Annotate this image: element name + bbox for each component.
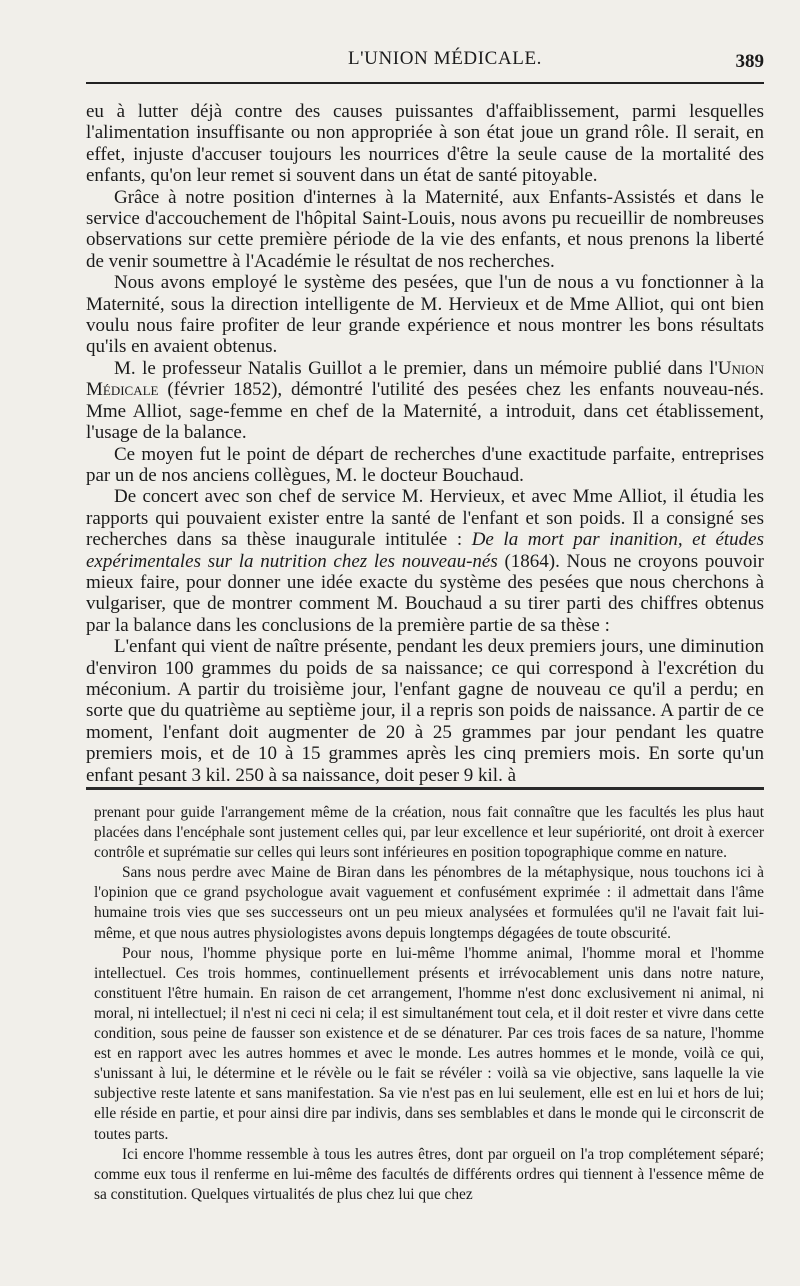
- footnote-paragraph: prenant pour guide l'arrangement même de la création, nous fait connaître que les facultés les plus haut placées dans l'encéphale sont justement celles qui, par leur excellence et leur supériorité, ont droit à exercer contrôle et suprématie sur celles qui leurs sont inférieures en position topographique comme en nature.: [94, 804, 764, 862]
- thesis-title: De la mort par inanition, et études expérimentales sur la nutrition chez les nouveau-nés: [86, 529, 764, 572]
- footnote-paragraph: Ici encore l'homme ressemble à tous les autres êtres, dont par orgueil on l'a trop complétement séparé; comme eux tous il renferme en lui-même des facultés de différents ordres qui tiennent à l'essence même de sa constitution. Quelques virtualités de plus chez lui que chez: [94, 1145, 764, 1203]
- text-run: De concert avec son chef de service M. Hervieux, et avec Mme Alliot, il étudia les rapports qui pouvaient exister entre la santé de l'enfant et son poids. Il a consigné ses recherches dans sa thèse inaugurale intitulée :: [86, 486, 764, 551]
- journal-name: Union Médicale: [86, 357, 764, 401]
- paragraph: Nous avons employé le système des pesées, que l'un de nous a vu fonctionner à la Maternité, sous la direction intelligente de M. Hervieux et de Mme Alliot, qui ont bien voulu nous faire profiter de leur grande expérience et nous montrer les bons résultats qu'ils en avaient obtenus.: [86, 272, 764, 358]
- paragraph: [86, 486, 764, 636]
- footnote-rule: [86, 787, 764, 790]
- footnote-paragraph: Pour nous, l'homme physique porte en lui-même l'homme animal, l'homme moral et l'homme intellectuel. Ces trois hommes, continuellement présents et irrévocablement unis dans notre nature, constituent l'être humain. En raison de cet arrangement, l'homme n'est donc exclusivement ni animal, ni moral, ni intellectuel; il n'est ni ceci ni cela; il est simultanément tout cela, et il doit rester et vivre dans cette condition, sous peine de fausser son existence et de se dénaturer. Par ces trois faces de sa nature, l'homme est en rapport avec les autres hommes et avec le monde. Les autres hommes et le monde, voilà ce qui, s'unissant à lui, le détermine et le révèle ou le fait se révéler : voilà sa vie objective, sans laquelle la vie subjective reste latente et sans manifestation. Sa vie n'est pas en lui seulement, elle est en lui et hors de lui; elle réside en partie, et pour ainsi dire par indivis, dans ses semblables et dans le monde qui le circonscrit de toutes parts.: [94, 944, 764, 1143]
- footnote-paragraph: Sans nous perdre avec Maine de Biran dans les pénombres de la métaphysique, nous touchons ici à l'opinion que ce grand psychologue avait vaguement et confusément exprimée : il admettait dans l'âme humaine trois vies que ses successeurs ont un peu mieux analysées et formulées qu'il ne l'avait fait lui-même, et que nous autres physiologistes avons depuis longtemps dégagées de toute obscurité.: [94, 864, 764, 942]
- running-title: L'UNION MÉDICALE.: [347, 48, 543, 69]
- text-run: (1864). Nous ne croyons pouvoir mieux faire, pour donner une idée exacte du système des pesées que nous cherchons à vulgariser, que de montrer comment M. Bouchaud a su tirer parti des chiffres obtenus par la balance dans les conclusions de la première partie de sa thèse :: [86, 550, 764, 636]
- header-rule: [86, 82, 764, 84]
- page-header: [86, 0, 764, 78]
- footnotes: [94, 803, 764, 1205]
- text-run: M. le professeur Natalis Guillot a le premier, dans un mémoire publié dans l': [114, 357, 718, 379]
- main-text: [86, 101, 764, 786]
- paragraph: Grâce à notre position d'internes à la Maternité, aux Enfants-Assistés et dans le service d'accouchement de l'hôpital Saint-Louis, nous avons pu recueillir de nombreuses observations sur cette première période de la vie des enfants, et nous prenons la liberté de venir soumettre à l'Académie le résultat de nos recherches.: [86, 186, 764, 272]
- text-run: (février 1852), démontré l'utilité des pesées chez les enfants nouveau-nés. Mme Alliot, sage-femme en chef de la Maternité, a introduit, dans cet établissement, l'usage de la balance.: [86, 379, 764, 444]
- paragraph: L'enfant qui vient de naître présente, pendant les deux premiers jours, une diminution d'environ 100 grammes du poids de sa naissance; ce qui correspond à l'excrétion du méconium. A partir du troisième jour, l'enfant gagne de nouveau ce qu'il a perdu; en sorte que du quatrième au septième jour, il a repris son poids de naissance. A partir de ce moment, l'enfant doit augmenter de 20 à 25 grammes par jour pendant les quatre premiers mois, et de 10 à 15 grammes après les cinq premiers mois. En sorte qu'un enfant pesant 3 kil. 250 à sa naissance, doit peser 9 kil. à: [86, 636, 764, 786]
- paragraph: Ce moyen fut le point de départ de recherches d'une exactitude parfaite, entreprises par un de nos anciens collègues, M. le docteur Bouchaud.: [86, 443, 764, 486]
- paragraph: [86, 358, 764, 444]
- page-number: 389: [735, 51, 764, 72]
- paragraph: eu à lutter déjà contre des causes puissantes d'affaiblissement, parmi lesquelles l'alimentation insuffisante ou non appropriée à son état joue un grand rôle. Il serait, en effet, injuste d'accuser toujours les nourrices d'être la seule cause de la mortalité des enfants, qu'on leur remet si souvent dans un état de santé pitoyable.: [86, 101, 764, 187]
